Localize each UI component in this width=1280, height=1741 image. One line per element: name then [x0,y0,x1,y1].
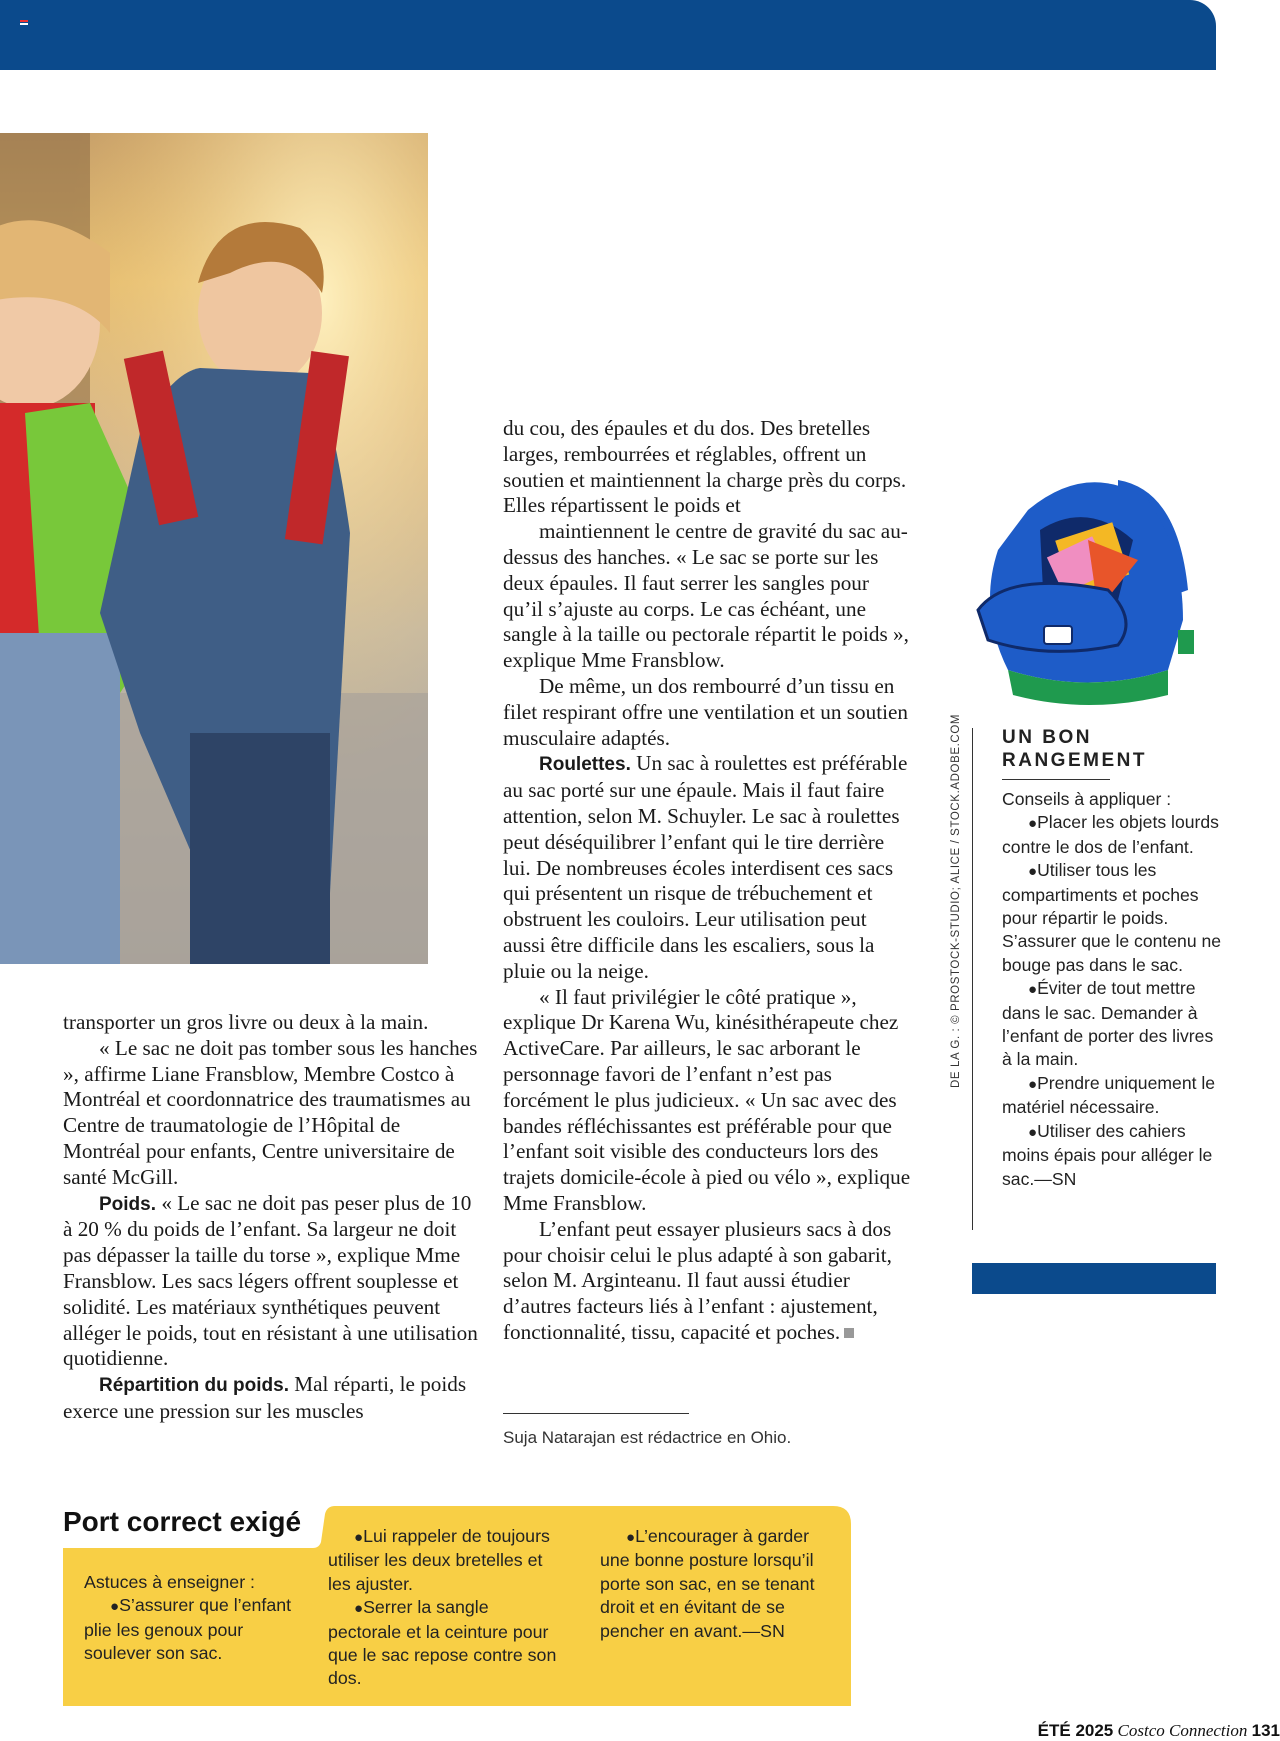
subhead-wheels: Roulettes. [539,754,631,776]
sidebar-title-line: UN BON [1002,727,1092,748]
paragraph-final [503,1217,913,1346]
paragraph: transporter un gros livre ou deux à la main. [63,1010,429,1034]
paragraph-distribution [63,1372,483,1425]
footer-season: ÉTÉ 2025 [1037,1721,1114,1740]
bullet-icon: ● [626,1529,636,1546]
tips-box-title: Port correct exigé [63,1506,302,1537]
tips-column-2 [328,1525,558,1691]
sidebar-tip-text: Prendre uniquement le matériel nécessaire. [1002,1072,1216,1118]
paragraph: De même, un dos rembourré d’un tissu en filet respirant offre une ventilation et un soutien musculaire adaptés. [503,673,908,750]
tip-text: Lui rappeler de toujours utiliser les deux bretelles et les ajuster. [328,1526,550,1594]
sidebar-tip-text: Utiliser des cahiers moins épais pour alléger le sac.—SN [1002,1120,1213,1189]
sidebar-tip-text: Utiliser tous les compartiments et poches pour répartir le poids. S’assurer que le contenu ne bouge pas dans le sac. [1002,860,1222,975]
paragraph: « Il faut privilégier le côté pratique », explique Dr Karena Wu, kinésithérapeute chez ActiveCare. Par ailleurs, le sac arborant le personnage favori de l’enfant n’est pas forcément le plus judicieux. « Un sac avec des bandes réfléchissantes est préférable pour que l’enfant soit visible des conducteurs lors des trajets domicile-école à pied ou vélo », explique Mme Fransblow. [503,984,911,1215]
paragraph: du cou, des épaules et du dos. Des bretelles larges, rembourrées et réglables, offrent un soutien et maintiennent la charge près du corps. Elles répartissent le poids et [503,416,907,518]
subhead-distribution: Répartition du poids. [99,1375,289,1397]
paragraph-weight [63,1191,483,1373]
sidebar-tip-text: Placer les objets lourds contre le dos de l’enfant. [1002,812,1219,857]
tip [328,1525,558,1596]
sidebar-footer-bar [972,1263,1216,1294]
tip-text: S’assurer que l’enfant plie les genoux pour soulever son sac. [84,1595,292,1664]
sidebar-title-rule [1002,779,1110,780]
tip [600,1525,830,1643]
sidebar-tip-text: Éviter de tout mettre dans le sac. Demander à l’enfant de porter des livres à la main. [1002,978,1214,1070]
tip [84,1594,304,1665]
sidebar-divider [972,728,973,1230]
byline: Suja Natarajan est rédactrice en Ohio. [503,1428,792,1447]
bullet-icon: ● [1028,1075,1038,1093]
children-photo-illustration [0,133,428,964]
article-column-2 [503,416,913,1346]
sidebar-tip [1002,1120,1224,1191]
paragraph: maintiennent le centre de gravité du sac au-dessus des hanches. « Le sac se porte sur les deux épaules. Il faut serrer les sangles pour qu’il s’ajuste au corps. Le cas échéant, une sangle à la taille ou pectorale répartit le poids », explique Mme Fransblow. [503,519,909,673]
bullet-icon: ● [1028,981,1038,999]
subhead-weight: Poids. [99,1193,157,1215]
sidebar-tip [1002,811,1224,859]
sidebar-tip [1002,859,1224,977]
photo-credit: DE LA G. : © PROSTOCK-STUDIO; ALICE / STOCK.ADOBE.COM [950,713,962,1088]
header-bar [0,0,1216,70]
flag-icon [20,20,28,27]
article-column-1 [63,1010,483,1425]
tips-column-3 [600,1525,830,1643]
backpack-illustration [968,470,1218,710]
paragraph: « Le sac ne doit pas tomber sous les hanches », affirme Liane Fransblow, Membre Costco à Montréal et coordonnatrice des traumatismes au Centre de traumatologie de l’Hôpital de Montréal pour enfants, Centre universitaire de santé McGill. [63,1035,478,1189]
sidebar-tip [1002,977,1224,1072]
paragraph-wheels [503,751,913,984]
paragraph-text: Un sac à roulettes est préférable au sac porté sur une épaule. Mais il faut faire attention, selon M. Schuyler. Le sac à roulettes peut déséquilibrer l’enfant qui le tire derrière lui. De nombreuses écoles interdisent ces sacs qui présentent un risque de trébuchement et obstruent les couloirs. Leur utilisation peut aussi être difficile dans les escaliers, sous la pluie ou la neige. [503,751,908,983]
tips-intro: Astuces à enseigner : [84,1572,255,1592]
tip [328,1596,558,1691]
sidebar-title-line: RANGEMENT [1002,750,1147,771]
bullet-icon: ● [1028,863,1038,881]
tips-column-1 [84,1571,304,1666]
paragraph-text: « Le sac ne doit pas peser plus de 10 à 20 % du poids de l’enfant. Sa largeur ne doit pas dépasser la taille du torse », explique Mme Fransblow. Les sacs légers offrent souplesse et solidité. Les matériaux synthétiques peuvent alléger le poids, tout en résistant à une utilisation quotidienne. [63,1190,478,1371]
bullet-icon: ● [1028,815,1038,833]
sidebar-tip [1002,1072,1224,1120]
article-photo [0,133,428,964]
footer-magazine: Costco Connection [1117,1721,1248,1740]
tip-text: Serrer la sangle pectorale et la ceinture pour que le sac repose contre son dos. [328,1597,557,1689]
paragraph-text: Mal réparti, le poids exerce une pression sur les muscles [63,1372,467,1423]
page-number: 131 [1251,1721,1280,1740]
sidebar-tips [1002,788,1224,1191]
bullet-icon: ● [354,1600,364,1618]
byline-rule [503,1413,689,1414]
page-footer [1038,1721,1280,1741]
sidebar-title [1002,726,1222,772]
sidebar-intro: Conseils à appliquer : [1002,789,1172,809]
tip-text: L’encourager à garder une bonne posture lorsqu’il porte son sac, en se tenant droit et en évitant de se pencher en avant.—SN [600,1526,815,1641]
paragraph-text: L’enfant peut essayer plusieurs sacs à dos pour choisir celui le plus adapté à son gabarit, selon M. Arginteanu. Il faut aussi étudier d’autres facteurs liés à l’enfant : ajustement, fonctionnalité, tissu, capacité et poches. [503,1216,892,1344]
bullet-icon: ● [1028,1123,1038,1141]
end-mark-icon [844,1328,854,1338]
bullet-icon: ● [110,1598,120,1616]
bullet-icon: ● [354,1529,364,1546]
